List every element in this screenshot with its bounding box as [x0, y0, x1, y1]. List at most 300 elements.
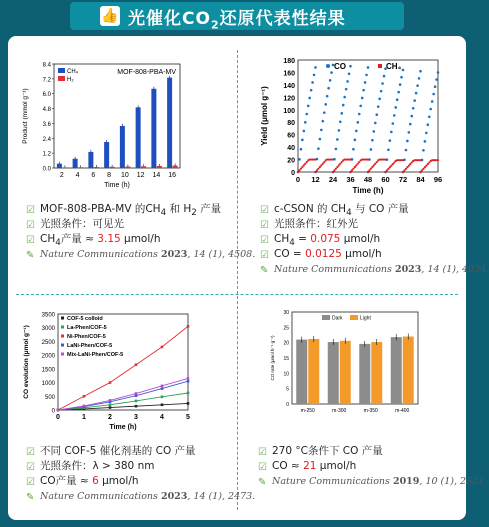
y-tick-label: 3000	[41, 326, 55, 333]
caption-line	[260, 247, 489, 262]
x-tick-label: 4	[75, 172, 80, 179]
caption-red: 0.0125	[305, 248, 342, 260]
journal-name: Nature Communications	[40, 249, 161, 260]
y-tick-label: 500	[44, 394, 55, 401]
ch4-point	[349, 158, 351, 160]
co-point	[410, 115, 413, 118]
co-point	[313, 74, 316, 77]
co-point	[437, 71, 440, 74]
x-tick-label: m-250	[300, 408, 315, 414]
co-point	[298, 158, 301, 161]
co-point	[397, 91, 400, 94]
x-tick-label: m-350	[363, 408, 378, 414]
y-tick-label: 5	[286, 386, 289, 393]
ch4-point	[323, 161, 325, 163]
ch4-point	[314, 171, 316, 173]
co-point	[435, 78, 438, 81]
co-point	[342, 104, 345, 107]
y-axis-label: Product (mmol g⁻¹)	[22, 88, 29, 144]
ch4-point	[322, 163, 324, 165]
co-point	[323, 111, 326, 114]
co-point	[380, 90, 383, 93]
checkbox-icon: ☑	[260, 220, 269, 231]
series-point	[187, 402, 190, 405]
co-point	[405, 149, 408, 152]
x-tick-label: 12	[136, 172, 145, 179]
co-point	[415, 92, 418, 95]
y-tick-label: 60	[287, 132, 295, 140]
pen-icon: ✎	[260, 265, 269, 276]
co-point	[387, 148, 390, 151]
co-point	[340, 112, 343, 115]
caption-text-b: =	[294, 233, 311, 245]
bar-ch4	[120, 126, 125, 168]
co-point	[434, 85, 437, 88]
caption-text-b: 与 CO 产量	[351, 203, 409, 215]
journal-volume: , 14 (1), 4034.	[421, 264, 489, 275]
x-tick-label: 6	[91, 172, 96, 179]
legend-marker	[61, 335, 64, 338]
co-point	[425, 132, 428, 135]
co-point	[304, 121, 307, 124]
x-tick-label: 5	[186, 414, 190, 421]
bar-ch4	[167, 78, 172, 168]
x-tick-label: 2	[59, 172, 64, 179]
header	[0, 0, 474, 32]
bar-light	[308, 339, 319, 404]
legend-marker	[61, 326, 64, 329]
co-point	[307, 105, 310, 108]
ch4-point	[374, 163, 376, 165]
mof808-caption	[26, 202, 255, 262]
caption-line	[258, 444, 487, 459]
x-axis-label: Time (h)	[104, 182, 130, 189]
y-tick-label: 25	[283, 325, 289, 332]
journal-year: 2023	[160, 491, 188, 502]
co-point	[355, 130, 358, 133]
checkbox-icon: ☑	[26, 477, 35, 488]
y-tick-label: 2500	[41, 339, 55, 346]
y-tick-label: 20	[283, 340, 289, 347]
y-tick-label: 1000	[41, 381, 55, 388]
plot-frame	[298, 60, 438, 172]
ch4-point	[301, 166, 303, 168]
checkbox-icon: ☑	[258, 447, 267, 458]
legend-label: CO	[334, 62, 346, 71]
caption-sub: 4	[55, 238, 61, 249]
ch4-point	[339, 163, 341, 165]
co-point	[303, 130, 306, 133]
caption-text-c: μmol/h	[340, 233, 381, 245]
y-tick-label: 120	[283, 95, 295, 103]
y-tick-label: 7.2	[42, 77, 51, 84]
journal-name: Nature Communications	[274, 264, 395, 275]
ch4-point	[338, 164, 340, 166]
citation	[40, 249, 255, 260]
bar-ch4	[136, 107, 141, 168]
co-point	[389, 139, 392, 142]
legend-marker	[378, 64, 382, 68]
co-point	[373, 130, 376, 133]
caption-text-c: 产量	[196, 203, 222, 215]
ch4-point	[370, 168, 372, 170]
co-point	[329, 79, 332, 82]
bar-h2	[173, 166, 178, 168]
x-tick-label: 72	[398, 175, 408, 184]
legend-label: CH₄	[386, 62, 402, 71]
cof5-caption	[26, 444, 255, 504]
ch4-point	[314, 158, 316, 160]
caption-line	[26, 247, 255, 262]
x-tick-label: 48	[363, 175, 373, 184]
co-point	[422, 149, 425, 152]
co-point	[371, 139, 374, 142]
bar-ch4	[104, 142, 109, 168]
ch4-point	[371, 166, 373, 168]
ch4-point	[303, 164, 305, 166]
journal-name: Nature Communications	[40, 491, 161, 502]
ch4-point	[316, 169, 318, 171]
legend-marker	[61, 353, 64, 356]
co-point	[319, 138, 322, 141]
caption-text: 不同 COF-5 催化剂基的 CO 产量	[40, 445, 196, 457]
legend-marker	[61, 317, 64, 320]
bar-h2	[125, 167, 130, 168]
co-point	[391, 122, 394, 125]
ch4-point	[297, 171, 299, 173]
vertical-divider	[237, 50, 238, 510]
series-point	[161, 346, 164, 349]
co-point	[317, 147, 320, 150]
checkbox-icon: ☑	[26, 462, 35, 473]
x-tick-label: 12	[311, 175, 320, 184]
caption-text-b: 产量 ≈	[60, 233, 98, 245]
y-tick-label: 40	[287, 145, 295, 153]
series-point	[83, 405, 86, 408]
ch4-point	[373, 164, 375, 166]
co-point	[349, 65, 352, 68]
co-point	[406, 140, 409, 143]
co-point	[419, 70, 422, 73]
x-tick-label: 10	[120, 172, 129, 179]
ch4-point	[304, 163, 306, 165]
caption-text-a: CH	[274, 233, 290, 245]
co-point	[416, 84, 419, 87]
ch4-point	[367, 171, 369, 173]
series-point	[187, 380, 190, 383]
caption-sub: 4	[346, 208, 352, 219]
co-point	[361, 97, 364, 100]
bar-ch4	[88, 152, 93, 168]
series-point	[187, 392, 190, 395]
caption-text-c: μmol/h	[120, 233, 161, 245]
caption-text: 光照条件：红外光	[274, 218, 358, 230]
y-tick-label: 10	[283, 371, 289, 378]
caption-text-a: CO产量 ≈	[40, 475, 93, 487]
co-point	[370, 148, 373, 151]
bar-h2	[94, 167, 99, 168]
co-point	[408, 131, 411, 134]
legend-swatch	[350, 315, 358, 320]
series-point	[83, 395, 86, 398]
ch4-point	[336, 166, 338, 168]
pen-icon: ✎	[258, 477, 267, 488]
x-tick-label: 36	[346, 175, 355, 184]
co-point	[431, 100, 434, 103]
ch4-point	[349, 171, 351, 173]
y-tick-label: 0	[286, 402, 289, 408]
x-tick-label: m-400	[395, 408, 410, 414]
ch4-point	[317, 168, 319, 170]
legend-label: COF-5 colloid	[67, 316, 103, 322]
x-axis-label: Time (h)	[109, 424, 137, 431]
legend-marker	[61, 344, 64, 347]
bar-dark	[359, 344, 370, 404]
y-axis-label: Yield (μmol g⁻¹)	[260, 86, 269, 146]
caption-sub: 4	[289, 238, 295, 249]
bar-h2	[110, 167, 115, 168]
caption-line	[26, 202, 255, 217]
checkbox-icon: ☑	[26, 447, 35, 458]
ccson-yield-chart	[256, 50, 446, 200]
y-tick-label: 30	[283, 310, 289, 316]
x-tick-label: 84	[416, 175, 425, 184]
x-tick-label: 3	[134, 414, 138, 421]
caption-text-a: CO ≈	[272, 460, 304, 472]
caption-text-c: μmol/h	[341, 248, 382, 260]
series-point	[135, 400, 138, 403]
page-title: 光催化$CO_2$还原代表性结果	[128, 9, 346, 32]
panel-cof5	[18, 306, 198, 440]
ch4-point	[355, 164, 357, 166]
y-tick-label: 160	[283, 70, 295, 78]
ch4-point	[402, 159, 404, 161]
co-point	[358, 113, 361, 116]
x-axis-label: Time (h)	[352, 186, 384, 195]
x-tick-label: 16	[168, 172, 177, 179]
x-tick-label: 24	[328, 175, 338, 184]
caption-red: 3.15	[97, 233, 121, 245]
results-card	[8, 36, 489, 520]
pen-icon: ✎	[26, 250, 35, 261]
series-point	[57, 409, 60, 412]
ch4-point	[358, 161, 360, 163]
co-point	[327, 87, 330, 90]
co-point	[381, 82, 384, 85]
bar-ch4	[57, 164, 62, 168]
ch4-point	[354, 166, 356, 168]
journal-volume: , 14 (1), 4508.	[187, 249, 256, 260]
y-tick-label: 80	[287, 120, 295, 128]
ch4-point	[306, 161, 308, 163]
ch4-point	[332, 171, 334, 173]
legend-label: La-Phen/COF-5	[67, 325, 107, 331]
mof808-bar-chart	[18, 56, 188, 196]
caption-red: 6	[92, 475, 99, 487]
citation	[274, 264, 489, 275]
journal-volume: , 14 (1), 2473.	[187, 491, 256, 502]
co-point	[402, 69, 405, 72]
citation	[272, 476, 487, 487]
panel-ccson	[256, 50, 446, 204]
panel-mof808	[18, 56, 188, 200]
checkbox-icon: ☑	[26, 235, 35, 246]
checkbox-icon: ☑	[26, 220, 35, 231]
y-tick-label: 8.4	[42, 62, 51, 69]
x-tick-label: m-300	[332, 408, 347, 414]
co-rate-caption	[258, 444, 487, 489]
co-point	[300, 148, 303, 151]
journal-volume: , 10 (1), 2521.	[419, 476, 488, 487]
series-point	[161, 387, 164, 390]
legend-label: H₂	[67, 77, 74, 83]
series-point	[109, 403, 112, 406]
co-point	[394, 106, 397, 109]
y-tick-label: 0	[51, 408, 55, 415]
y-tick-label: 2.4	[42, 136, 51, 143]
x-tick-label: 8	[107, 172, 112, 179]
y-tick-label: 140	[283, 82, 295, 90]
caption-line	[260, 262, 489, 277]
caption-line	[258, 459, 487, 474]
ch4-point	[376, 161, 378, 163]
co-point	[374, 122, 377, 125]
legend-marker	[326, 64, 330, 68]
co-point	[311, 81, 314, 84]
caption-sub: 4	[160, 208, 167, 219]
series-point	[109, 406, 112, 409]
thumbs-up-icon: 👍	[101, 8, 119, 24]
co-rate-bar-chart	[266, 306, 426, 421]
checkbox-icon: ☑	[26, 205, 35, 216]
checkbox-icon: ☑	[258, 462, 267, 473]
legend-label: Mix-LaNi-Phen/COF-5	[67, 352, 124, 358]
caption-line	[26, 217, 255, 232]
bar-light	[340, 341, 351, 404]
co-point	[320, 129, 323, 132]
caption-text: 光照条件：可见光	[40, 218, 124, 230]
caption-text-b: 和 H	[166, 203, 192, 215]
ch4-point	[300, 168, 302, 170]
bar-dark	[328, 342, 339, 404]
legend-label: Ni-Phen/COF-5	[67, 334, 106, 340]
pen-icon: ✎	[26, 492, 35, 503]
panel-co-rate	[266, 306, 426, 425]
co-point	[409, 123, 412, 126]
co-point	[393, 114, 396, 117]
co-point	[301, 139, 304, 142]
y-tick-label: 2000	[41, 353, 55, 360]
co-point	[324, 103, 327, 106]
caption-text-c: μmol/h	[316, 460, 357, 472]
co-point	[390, 131, 393, 134]
co-point	[428, 115, 431, 118]
bar-ch4	[151, 89, 156, 168]
co-point	[345, 88, 348, 91]
caption-text: 270 °C条件下 CO 产量	[272, 445, 383, 457]
journal-year: 2023	[394, 264, 422, 275]
series-point	[109, 381, 112, 384]
co-point	[354, 139, 357, 142]
bar-dark	[296, 340, 307, 404]
caption-red: 21	[303, 460, 317, 472]
co-point	[375, 113, 378, 116]
x-tick-label: 0	[56, 414, 60, 421]
co-point	[310, 89, 313, 92]
ch4-point	[341, 161, 343, 163]
co-point	[362, 89, 365, 92]
ch4-point	[335, 168, 337, 170]
ch4-point	[351, 169, 353, 171]
co-point	[365, 74, 368, 77]
series-point	[135, 363, 138, 366]
caption-text-a: CO =	[274, 248, 306, 260]
checkbox-icon: ☑	[260, 250, 269, 261]
y-tick-label: 0	[291, 170, 295, 177]
legend-swatch	[322, 315, 330, 320]
co-point	[336, 138, 339, 141]
co-point	[346, 80, 349, 83]
checkbox-icon: ☑	[260, 205, 269, 216]
co-point	[378, 98, 381, 101]
co-point	[418, 77, 421, 80]
caption-line	[260, 217, 489, 232]
citation	[40, 491, 255, 502]
y-tick-label: 1500	[41, 367, 55, 374]
x-tick-label: 60	[381, 175, 390, 184]
co-point	[396, 98, 399, 101]
co-point	[356, 121, 359, 124]
series-point	[187, 377, 190, 380]
bar-h2	[62, 167, 67, 168]
legend-label: CH₄	[67, 69, 79, 75]
series-point	[135, 405, 138, 408]
co-point	[338, 129, 341, 132]
x-tick-label: 2	[108, 414, 112, 421]
legend-swatch	[58, 76, 65, 81]
ch4-point	[368, 169, 370, 171]
co-point	[352, 148, 355, 151]
series-point	[135, 392, 138, 395]
y-tick-label: 0.0	[42, 166, 51, 173]
checkbox-icon: ☑	[260, 235, 269, 246]
co-point	[426, 123, 429, 126]
series-line	[58, 378, 188, 410]
y-tick-label: 20	[287, 157, 295, 165]
series-point	[161, 403, 164, 406]
caption-text: 光照条件：λ > 380 nm	[40, 460, 155, 472]
y-tick-label: 3.6	[42, 121, 51, 128]
y-tick-label: 180	[283, 58, 295, 65]
legend-swatch	[58, 68, 65, 73]
ch4-point	[437, 159, 439, 161]
ch4-point	[419, 159, 421, 161]
y-axis-label: CO evolution (μmol g⁻¹)	[23, 325, 30, 399]
caption-sub2: 2	[191, 208, 197, 219]
caption-line	[26, 489, 255, 504]
bar-light	[403, 337, 414, 404]
x-tick-label: 14	[152, 172, 161, 179]
co-point	[429, 108, 432, 111]
journal-name: Nature Communications	[272, 476, 393, 487]
y-tick-label: 1.2	[42, 151, 51, 158]
co-point	[343, 96, 346, 99]
ch4-point	[333, 169, 335, 171]
legend-label: Light	[360, 315, 371, 322]
y-tick-label: 3500	[41, 312, 55, 319]
co-point	[348, 72, 351, 75]
caption-line	[26, 459, 255, 474]
